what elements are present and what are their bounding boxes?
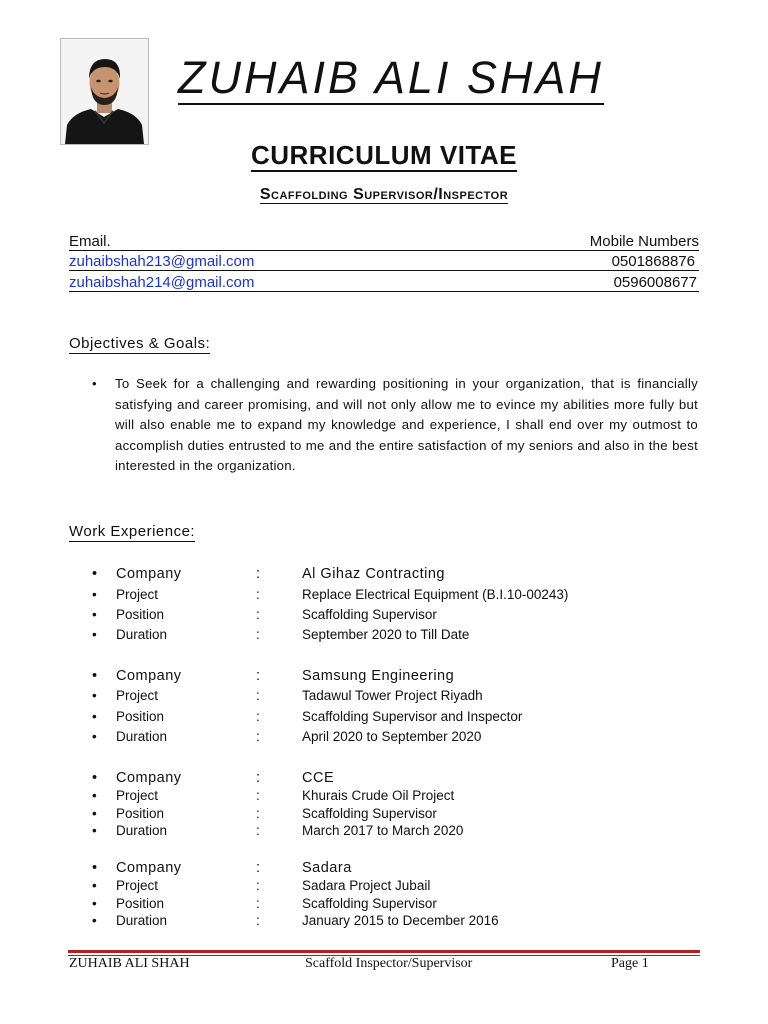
job-title-text: Scaffolding Supervisor/Inspector [259, 186, 509, 203]
job-position-value: Scaffolding Supervisor [302, 896, 437, 911]
job-position-label: Position [116, 607, 165, 622]
job-position-row [92, 607, 712, 625]
email-link[interactable]: zuhaibshah213@gmail.com [69, 253, 255, 270]
contact-row-1 [69, 250, 699, 271]
colon-separator: : [256, 709, 260, 724]
job-project-value: Replace Electrical Equipment (B.I.10-00243) [302, 587, 569, 602]
job-company-value: Al Gihaz Contracting [302, 566, 445, 582]
job-company-row [92, 770, 712, 788]
bullet-icon: • [92, 668, 98, 684]
contact-row-2 [69, 271, 699, 292]
colon-separator: : [256, 587, 260, 602]
colon-separator: : [256, 896, 260, 911]
job-project-row [92, 587, 712, 605]
email-label: Email. [69, 233, 111, 250]
bullet-icon: • [92, 729, 97, 744]
job-company-value: Samsung Engineering [302, 668, 455, 684]
job-position-label: Position [116, 896, 165, 911]
bullet-icon: • [92, 823, 97, 838]
job-duration-row [92, 627, 712, 645]
job-position-row [92, 709, 712, 727]
email-link[interactable]: zuhaibshah214@gmail.com [69, 274, 255, 291]
document-title-text: CURRICULUM VITAE [250, 140, 518, 170]
job-project-label: Project [116, 788, 159, 803]
colon-separator: : [256, 627, 260, 642]
candidate-name: ZUHAIB ALI SHAH [178, 52, 604, 103]
job-duration-row [92, 823, 712, 841]
colon-separator: : [256, 878, 260, 893]
job-project-label: Project [116, 587, 159, 602]
job-project-row [92, 788, 712, 806]
job-duration-label: Duration [116, 913, 168, 928]
footer-page-number: Page 1 [611, 956, 649, 971]
job-project-row [92, 878, 712, 896]
job-duration-value: March 2017 to March 2020 [302, 823, 464, 838]
profile-photo-image [61, 39, 148, 144]
bullet-icon: • [92, 566, 98, 582]
bullet-icon: • [92, 860, 98, 876]
bullet-icon: • [92, 688, 97, 703]
job-project-row [92, 688, 712, 706]
colon-separator: : [256, 823, 260, 838]
objective-text: To Seek for a challenging and rewarding positioning in your organization, that is financially satisfying and career promising, and will not only allow me to evince my abilities more fully but will also enable me to expand my knowledge and experience, I shall end over my outmost to accomplish duties entrusted to me and the entire satisfaction of my seniors and also in the best interested in the organization. [115, 376, 698, 474]
job-position-row [92, 806, 712, 824]
job-company-label: Company [116, 860, 182, 876]
job-project-value: Khurais Crude Oil Project [302, 788, 455, 803]
bullet-icon: • [92, 896, 97, 911]
colon-separator: : [256, 688, 260, 703]
job-project-value: Tadawul Tower Project Riyadh [302, 688, 483, 703]
job-position-row [92, 896, 712, 914]
job-duration-value: September 2020 to Till Date [302, 627, 470, 642]
work-experience-heading: Work Experience: [69, 523, 196, 540]
bullet-icon: • [92, 770, 98, 786]
bullet-icon: • [92, 878, 97, 893]
job-duration-label: Duration [116, 627, 168, 642]
job-project-label: Project [116, 878, 159, 893]
job-duration-row [92, 729, 712, 747]
profile-photo [60, 38, 149, 145]
job-position-label: Position [116, 709, 165, 724]
job-project-value: Sadara Project Jubail [302, 878, 431, 893]
job-duration-label: Duration [116, 729, 168, 744]
job-position-label: Position [116, 806, 165, 821]
job-title [0, 186, 768, 204]
job-company-label: Company [116, 566, 182, 582]
bullet-icon: • [92, 709, 97, 724]
colon-separator: : [256, 913, 260, 928]
colon-separator: : [256, 806, 260, 821]
colon-separator: : [256, 860, 261, 876]
job-duration-row [92, 913, 712, 931]
job-duration-label: Duration [116, 823, 168, 838]
footer-role: Scaffold Inspector/Supervisor [305, 956, 473, 971]
job-company-label: Company [116, 668, 182, 684]
mobile-number: 0501868876 [611, 253, 695, 270]
job-duration-value: April 2020 to September 2020 [302, 729, 482, 744]
job-company-label: Company [116, 770, 182, 786]
bullet-icon: • [92, 607, 97, 622]
job-duration-value: January 2015 to December 2016 [302, 913, 499, 928]
bullet-icon: • [92, 913, 97, 928]
bullet-icon: • [92, 788, 97, 803]
colon-separator: : [256, 607, 260, 622]
job-position-value: Scaffolding Supervisor [302, 607, 437, 622]
mobile-label: Mobile Numbers [589, 233, 699, 250]
job-position-value: Scaffolding Supervisor [302, 806, 437, 821]
job-company-value: Sadara [302, 860, 352, 876]
objective-paragraph [92, 374, 698, 477]
mobile-number: 0596008677 [613, 274, 697, 291]
colon-separator: : [256, 729, 260, 744]
colon-separator: : [256, 566, 261, 582]
bullet-icon: • [92, 806, 97, 821]
bullet-icon: • [92, 627, 97, 642]
document-title [0, 140, 768, 171]
job-company-row [92, 668, 712, 686]
job-company-row [92, 566, 712, 584]
objectives-heading: Objectives & Goals: [69, 335, 211, 352]
colon-separator: : [256, 788, 260, 803]
job-company-value: CCE [302, 770, 335, 786]
job-project-label: Project [116, 688, 159, 703]
bullet-icon: • [92, 376, 97, 391]
job-position-value: Scaffolding Supervisor and Inspector [302, 709, 523, 724]
job-company-row [92, 860, 712, 878]
colon-separator: : [256, 668, 261, 684]
contact-header-row [69, 230, 699, 251]
footer-name: ZUHAIB ALI SHAH [69, 956, 190, 971]
bullet-icon: • [92, 587, 97, 602]
colon-separator: : [256, 770, 261, 786]
